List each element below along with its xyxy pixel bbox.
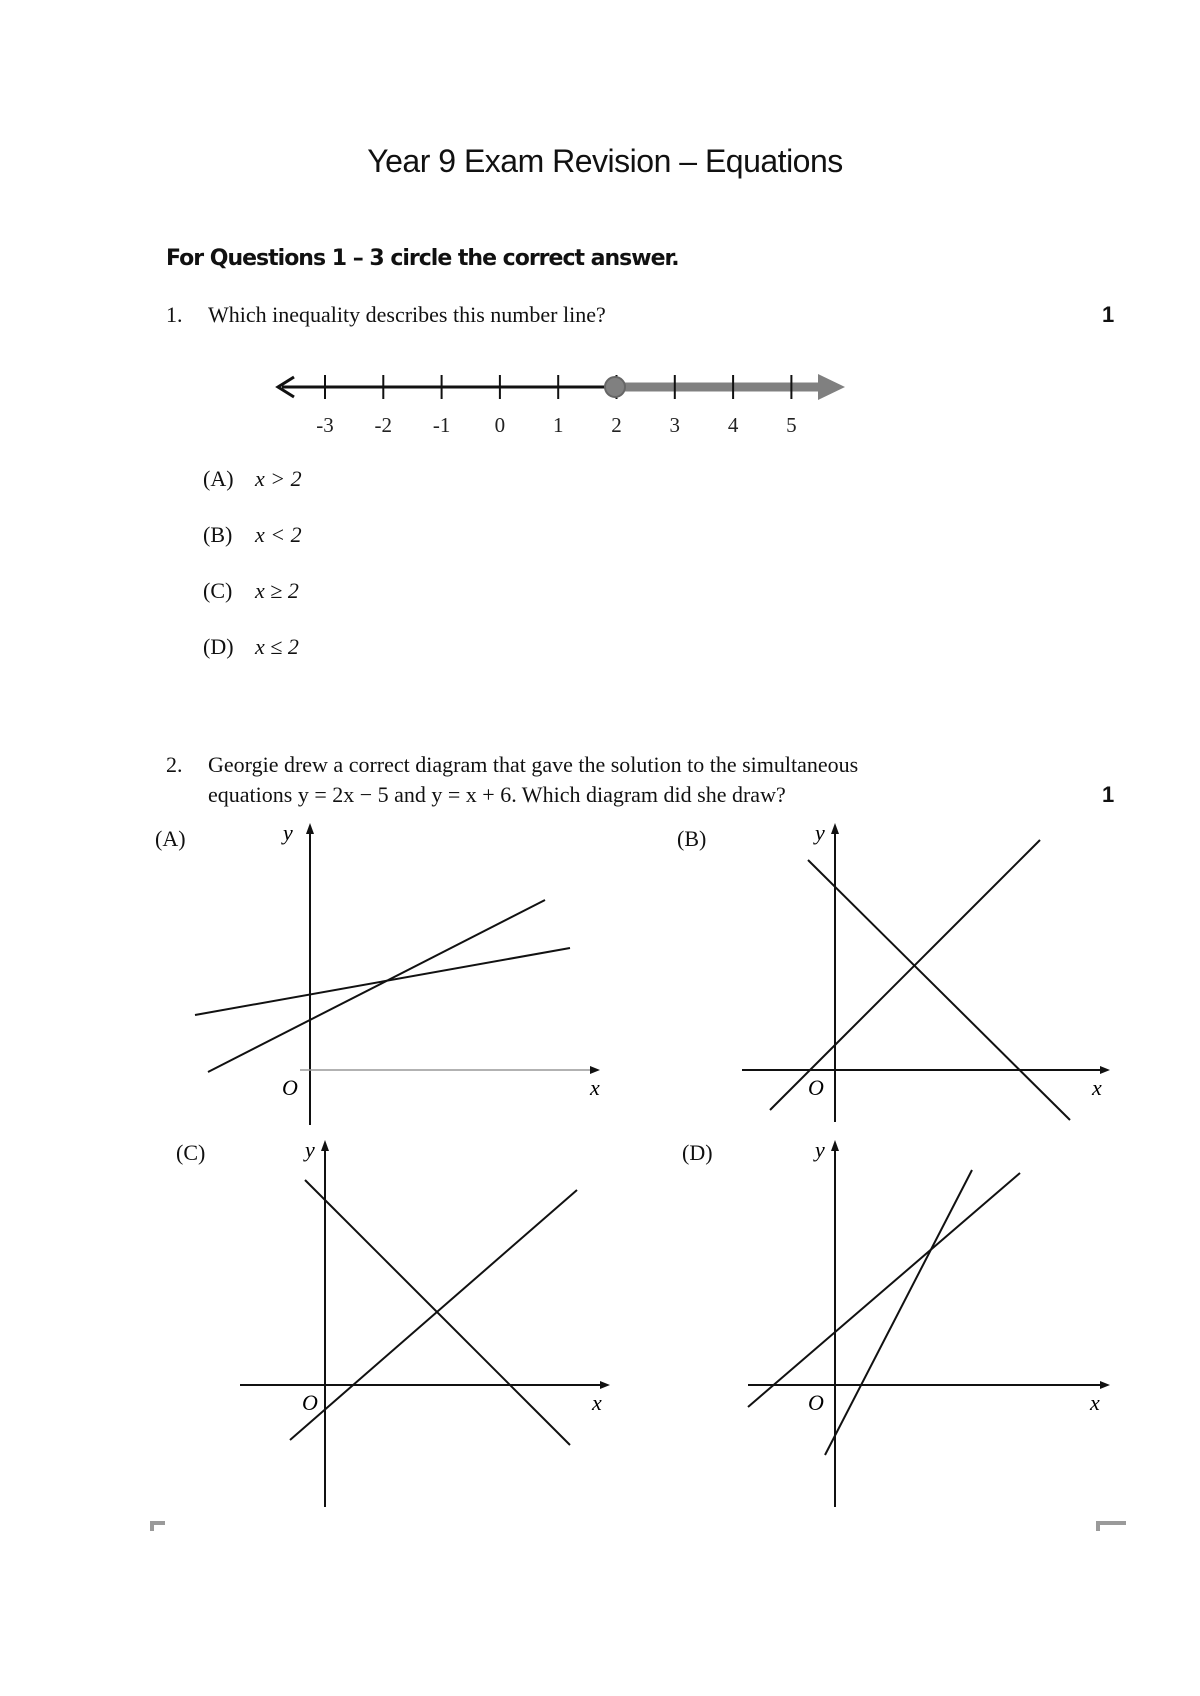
- y-axis-arrow: [831, 1140, 839, 1151]
- origin-label: O: [282, 1075, 298, 1100]
- diagram-d[interactable]: [740, 1135, 1120, 1515]
- line-2: [305, 1180, 570, 1445]
- instructions: For Questions 1 – 3 circle the correct answer.: [166, 246, 679, 271]
- x-axis-arrow: [590, 1066, 600, 1074]
- y-axis-label: y: [305, 1137, 315, 1162]
- number-line-tick-label: 4: [727, 413, 739, 437]
- option-a-label: (A): [203, 466, 234, 491]
- line-1: [290, 1190, 577, 1440]
- number-line-tick-label: 2: [611, 413, 622, 437]
- y-axis-arrow: [831, 823, 839, 834]
- diagram-b-label[interactable]: (B): [677, 826, 707, 851]
- number-line-tick-label: 5: [786, 413, 797, 437]
- x-axis-label: x: [592, 1390, 602, 1415]
- number-line-tick-label: -3: [316, 413, 334, 437]
- number-line-tick-label: -1: [432, 413, 451, 437]
- option-c[interactable]: [203, 578, 299, 604]
- origin-label: O: [808, 1075, 824, 1100]
- question-2-text-line1: Georgie drew a correct diagram that gave the solution to the simultaneous: [208, 752, 859, 777]
- option-b[interactable]: [203, 522, 302, 548]
- x-axis-label: x: [590, 1075, 600, 1100]
- x-axis-label: x: [1090, 1390, 1100, 1415]
- origin-label: O: [808, 1390, 824, 1415]
- x-axis-arrow: [1100, 1381, 1110, 1389]
- diagram-c[interactable]: [230, 1135, 620, 1515]
- x-axis-arrow: [1100, 1066, 1110, 1074]
- number-line: [270, 365, 860, 445]
- question-1-text: Which inequality describes this number line?: [208, 302, 606, 327]
- closed-circle-point: [605, 377, 625, 397]
- number-line-tick-label: 1: [552, 413, 564, 437]
- page-title: Year 9 Exam Revision – Equations: [367, 143, 843, 179]
- diagram-b[interactable]: [740, 820, 1120, 1130]
- diagram-a[interactable]: [180, 820, 620, 1130]
- y-axis-arrow: [306, 823, 314, 834]
- line-1: [195, 948, 570, 1015]
- question-1-number: 1.: [166, 302, 183, 327]
- corner-mark-right-tick: [1096, 1521, 1100, 1531]
- y-axis-label: y: [815, 1137, 825, 1162]
- option-d[interactable]: [203, 634, 299, 660]
- y-axis-arrow: [321, 1140, 329, 1151]
- y-axis-label: y: [815, 820, 825, 845]
- question-1-marks: 1: [1102, 302, 1115, 327]
- line-2: [208, 900, 545, 1072]
- option-a[interactable]: [203, 466, 302, 492]
- option-c-label: (C): [203, 578, 233, 603]
- question-2-text-line2: equations y = 2x − 5 and y = x + 6. Which diagram did she draw?: [208, 782, 786, 807]
- x-axis-label: x: [1092, 1075, 1102, 1100]
- option-d-label: (D): [203, 634, 234, 659]
- line-1: [748, 1173, 1020, 1407]
- option-d-expr: x ≤ 2: [255, 634, 299, 659]
- diagram-c-label[interactable]: (C): [176, 1140, 206, 1165]
- number-line-tick-label: 3: [669, 413, 681, 437]
- x-axis-arrow: [600, 1381, 610, 1389]
- y-axis-label: y: [283, 820, 293, 845]
- question-2-marks: 1: [1102, 782, 1115, 807]
- corner-mark-right: [1096, 1521, 1126, 1525]
- option-a-expr: x > 2: [255, 466, 302, 491]
- solution-ray-arrowhead: [818, 374, 845, 400]
- option-c-expr: x ≥ 2: [255, 578, 299, 603]
- corner-mark-left-tick: [150, 1521, 154, 1531]
- option-b-label: (B): [203, 522, 233, 547]
- number-line-tick-label: 0: [494, 413, 506, 437]
- diagram-d-label[interactable]: (D): [682, 1140, 713, 1165]
- question-2-number: 2.: [166, 752, 183, 777]
- number-line-tick-label: -2: [374, 413, 393, 437]
- option-b-expr: x < 2: [255, 522, 302, 547]
- line-2: [808, 860, 1070, 1120]
- origin-label: O: [302, 1390, 318, 1415]
- line-2: [825, 1170, 972, 1455]
- diagram-a-label[interactable]: (A): [155, 826, 186, 851]
